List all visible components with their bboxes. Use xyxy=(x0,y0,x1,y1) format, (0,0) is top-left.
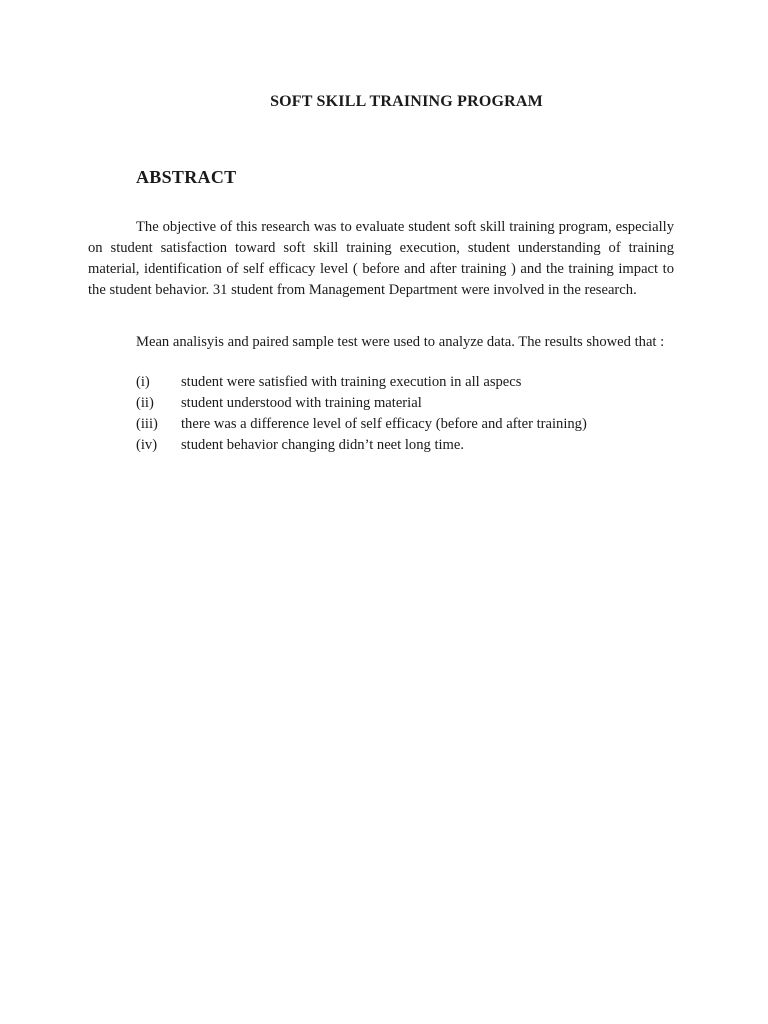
list-item-number: (i) xyxy=(136,374,150,390)
abstract-heading: ABSTRACT xyxy=(136,167,237,187)
abstract-paragraph-method: Mean analisyis and paired sample test were used to analyze data. The results showed that : xyxy=(136,333,665,350)
list-item xyxy=(136,372,587,393)
list-item xyxy=(136,435,587,456)
results-list xyxy=(136,372,587,456)
list-item-text: student were satisfied with training execution in all aspecs xyxy=(181,374,522,390)
list-item-text: student understood with training material xyxy=(181,395,422,411)
list-item xyxy=(136,393,587,414)
document-title: SOFT SKILL TRAINING PROGRAM xyxy=(270,93,543,110)
list-item-number: (iii) xyxy=(136,416,158,432)
list-item-text: there was a difference level of self efficacy (before and after training) xyxy=(181,416,587,432)
list-item xyxy=(136,414,587,435)
list-item-number: (iv) xyxy=(136,437,158,453)
list-item-text: student behavior changing didn’t neet long time. xyxy=(181,437,465,453)
list-item-number: (ii) xyxy=(136,395,154,411)
abstract-paragraph-objective: The objective of this research was to evaluate student soft skill training program, especially on student satisfaction toward soft skill training execution, student understanding of training material, identification of self efficacy level ( before and after training ) and the training impact to the student behavior. 31 student from Management Department were involved in the research. xyxy=(88,218,674,298)
